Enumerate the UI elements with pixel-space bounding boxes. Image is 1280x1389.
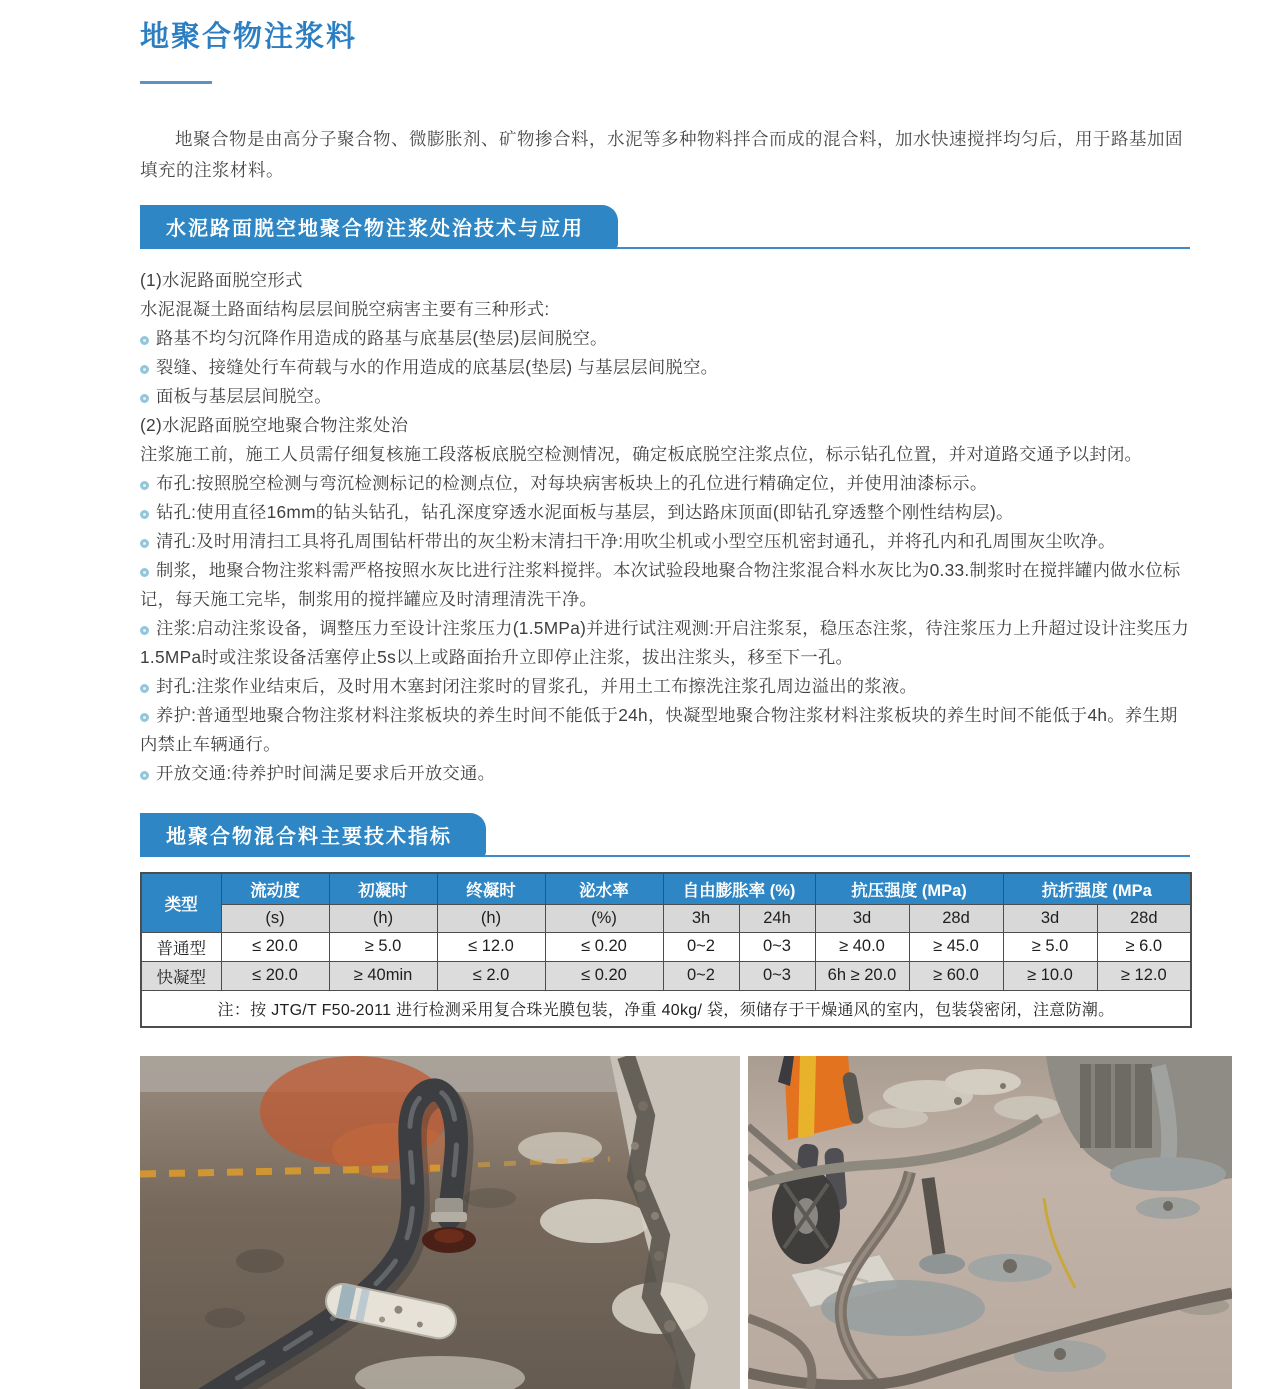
section1-body [140,266,1190,788]
ring-bullet-icon [140,539,149,548]
table-value-cell: ≥ 5.0 [1003,932,1097,961]
table-header-cell: 抗折强度 (MPa [1003,873,1191,904]
table-value-cell: ≥ 60.0 [909,961,1003,990]
list-item [140,614,1190,672]
table-unit-cell: 3d [1003,904,1097,932]
ring-bullet-icon [140,394,149,403]
table-value-cell: ≥ 45.0 [909,932,1003,961]
table-value-cell: 6h ≥ 20.0 [815,961,909,990]
table-unit-cell: (h) [437,904,545,932]
table-value-cell: 0~2 [663,961,739,990]
table-value-cell: ≥ 6.0 [1097,932,1191,961]
spec-table [140,872,1192,1028]
table-unit-cell: 28d [909,904,1003,932]
table-row [141,961,1191,990]
list-item-text: 钻孔:使用直径16mm的钻头钻孔，钻孔深度穿透水泥面板与基层，到达路床顶面(即钻孔穿透整个刚性结构层)。 [156,502,1014,522]
table-value-cell: ≥ 10.0 [1003,961,1097,990]
list-item-text: 注浆施工前，施工人员需仔细复核施工段落板底脱空检测情况，确定板底脱空注浆点位，标示钻孔位置，并对道路交通予以封闭。 [140,444,1143,464]
table-row [141,932,1191,961]
table-unit-cell: 3h [663,904,739,932]
ring-bullet-icon [140,713,149,722]
table-header-cell: 抗压强度 (MPa) [815,873,1003,904]
table-value-cell: ≤ 0.20 [545,961,663,990]
ring-bullet-icon [140,510,149,519]
page-title: 地聚合物注浆料 [140,21,358,53]
list-item [140,556,1190,614]
list-item [140,353,1190,382]
photo-grouting-port [140,1056,740,1389]
list-item-text: 水泥混凝土路面结构层层间脱空病害主要有三种形式: [140,299,550,319]
table-value-cell: ≤ 20.0 [221,961,329,990]
section1-banner-row [140,210,1190,249]
list-item-text: 开放交通:待养护时间满足要求后开放交通。 [156,763,496,783]
table-note-cell: 注：按 JTG/T F50-2011 进行检测采用复合珠光膜包装，净重 40kg/ 袋，须储存于干燥通风的室内，包装袋密闭，注意防潮。 [141,990,1191,1027]
table-value-cell: ≤ 20.0 [221,932,329,961]
table-value-cell: ≥ 40.0 [815,932,909,961]
table-header-cell: 自由膨胀率 (%) [663,873,815,904]
table-unit-cell: 3d [815,904,909,932]
list-item [140,440,1190,469]
ring-bullet-icon [140,336,149,345]
table-value-cell: 0~3 [739,961,815,990]
table-value-cell: ≥ 5.0 [329,932,437,961]
table-type-cell: 快凝型 [141,961,221,990]
list-item-text: 路基不均匀沉降作用造成的路基与底基层(垫层)层间脱空。 [156,328,608,348]
list-item [140,498,1190,527]
table-unit-cell: (s) [221,904,329,932]
section1-banner: 水泥路面脱空地聚合物注浆处治技术与应用 [140,205,618,249]
table-value-cell: ≥ 40min [329,961,437,990]
list-item [140,324,1190,353]
section2-banner-row [140,818,1190,857]
table-header-cell: 类型 [141,873,221,932]
list-item [140,527,1190,556]
table-header-cell: 泌水率 [545,873,663,904]
list-item-text: 注浆:启动注浆设备，调整压力至设计注浆压力(1.5MPa)并进行试注观测:开启注浆泵，稳压态注浆，待注浆压力上升超过设计注奖压力1.5MPa时或注浆设备活塞停止5s以上或路面抬升立即停止注浆，拔出注浆头，移至下一孔。 [140,618,1190,667]
list-item-text: 布孔:按照脱空检测与弯沉检测标记的检测点位，对每块病害板块上的孔位进行精确定位，并使用油漆标示。 [156,473,988,493]
list-item [140,411,1190,440]
ring-bullet-icon [140,365,149,374]
table-value-cell: 0~3 [739,932,815,961]
table-value-cell: ≥ 12.0 [1097,961,1191,990]
list-item-text: (1)水泥路面脱空形式 [140,270,303,290]
list-item [140,469,1190,498]
list-item-text: (2)水泥路面脱空地聚合物注浆处治 [140,415,409,435]
list-item-text: 制浆，地聚合物注浆料需严格按照水灰比进行注浆料搅拌。本次试验段地聚合物注浆混合料水灰比为0.33.制浆时在搅拌罐内做水位标记，每天施工完毕，制浆用的搅拌罐应及时清理清洗干净。 [140,560,1181,609]
table-unit-cell: 24h [739,904,815,932]
photo-row [140,1056,1190,1389]
list-item-text: 裂缝、接缝处行车荷载与水的作用造成的底基层(垫层) 与基层层间脱空。 [156,357,719,377]
list-item [140,672,1190,701]
table-unit-cell: (h) [329,904,437,932]
list-item-text: 封孔:注浆作业结束后，及时用木塞封闭注浆时的冒浆孔，并用土工布擦洗注浆孔周边溢出的浆液。 [156,676,918,696]
ring-bullet-icon [140,771,149,780]
table-header-cell: 终凝时 [437,873,545,904]
ring-bullet-icon [140,481,149,490]
table-value-cell: ≤ 0.20 [545,932,663,961]
table-type-cell: 普通型 [141,932,221,961]
list-item [140,295,1190,324]
table-unit-cell: 28d [1097,904,1191,932]
table-value-cell: 0~2 [663,932,739,961]
list-item-text: 面板与基层层间脱空。 [156,386,332,406]
list-item [140,266,1190,295]
ring-bullet-icon [140,626,149,635]
ring-bullet-icon [140,568,149,577]
ring-bullet-icon [140,684,149,693]
table-value-cell: ≤ 12.0 [437,932,545,961]
table-unit-cell: (%) [545,904,663,932]
table-header-cell: 流动度 [221,873,329,904]
list-item [140,701,1190,759]
table-value-cell: ≤ 2.0 [437,961,545,990]
section2-banner: 地聚合物混合料主要技术指标 [140,813,486,857]
spec-table-body [141,873,1191,1027]
list-item-text: 养护:普通型地聚合物注浆材料注浆板块的养生时间不能低于24h，快凝型地聚合物注浆材料注浆板块的养生时间不能低于4h。养生期内禁止车辆通行。 [140,705,1178,754]
list-item [140,382,1190,411]
list-item-text: 清孔:及时用清扫工具将孔周围钻杆带出的灰尘粉末清扫干净:用吹尘机或小型空压机密封通孔，并将孔内和孔周围灰尘吹净。 [156,531,1116,551]
table-header-cell: 初凝时 [329,873,437,904]
intro-paragraph: 地聚合物是由高分子聚合物、微膨胀剂、矿物掺合料，水泥等多种物料拌合而成的混合料，加水快速搅拌均匀后，用于路基加固填充的注浆材料。 [140,129,1183,180]
title-underline [140,81,212,84]
list-item [140,759,1190,788]
photo-grouting-site [748,1056,1232,1389]
